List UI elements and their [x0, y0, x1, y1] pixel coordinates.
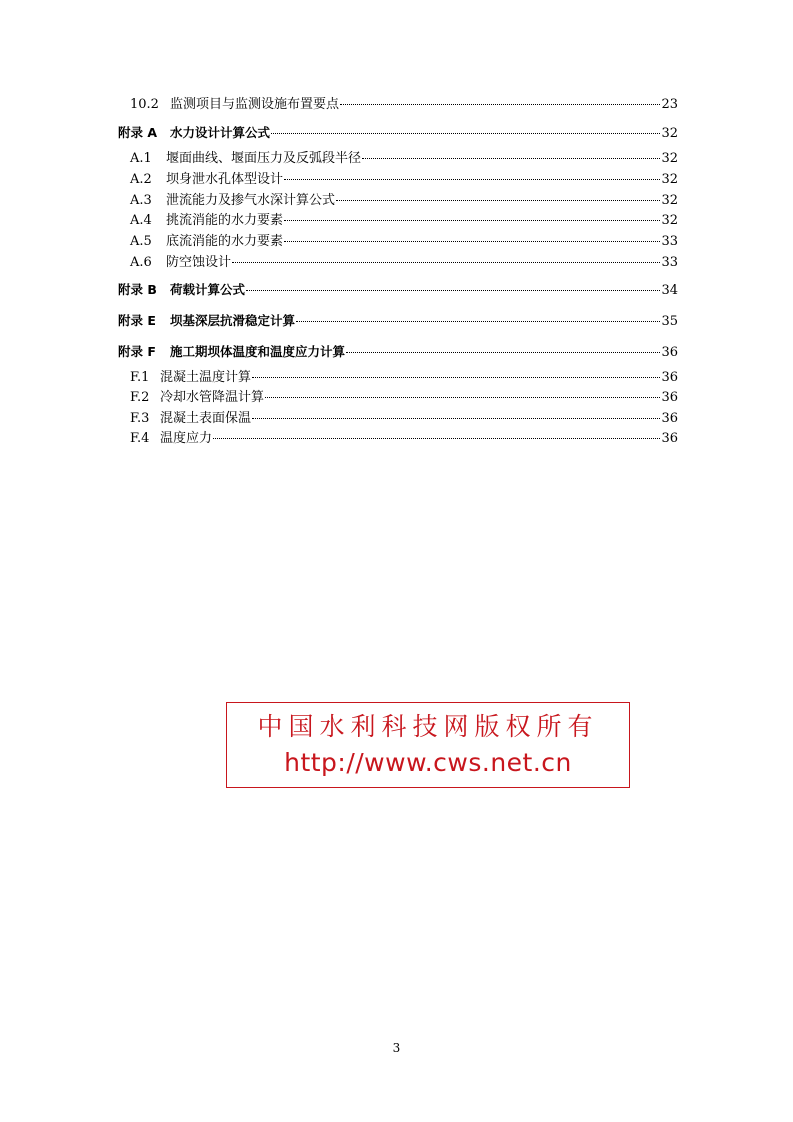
- toc-entry-page: 33: [661, 255, 678, 270]
- toc-entry-number: A.6: [130, 255, 152, 270]
- dot-leader: [362, 158, 660, 159]
- toc-entry-page: 35: [661, 314, 678, 329]
- toc-entry-number: 附录 A: [118, 125, 158, 140]
- toc-entry-10-2[interactable]: [118, 97, 678, 113]
- toc-entry-page: 32: [661, 213, 678, 228]
- toc-entry-title: 荷载计算公式: [170, 282, 246, 297]
- toc-entry-number: A.1: [130, 151, 152, 166]
- toc-entry-title: 挑流消能的水力要素: [166, 213, 284, 228]
- page-number: 3: [392, 1041, 401, 1055]
- toc-entry-number: F.2: [130, 390, 150, 405]
- toc-entry-appendix-b[interactable]: [118, 282, 678, 299]
- dot-leader: [284, 220, 660, 221]
- toc-entry-title: 混凝土表面保温: [160, 411, 252, 426]
- toc-entry-title: 堰面曲线、堰面压力及反弧段半径: [166, 151, 362, 166]
- toc-entry-number: A.5: [130, 234, 152, 249]
- dot-leader: [246, 290, 660, 291]
- toc-entry-page: 32: [661, 126, 678, 141]
- toc-entry-title: 冷却水管降温计算: [160, 390, 265, 405]
- toc-entry-title: 水力设计计算公式: [170, 125, 271, 140]
- toc-entry-a5[interactable]: [118, 234, 678, 250]
- toc-entry-title: 坝基深层抗滑稳定计算: [170, 313, 296, 328]
- toc-entry-number: F.3: [130, 411, 150, 426]
- dot-leader: [232, 262, 660, 263]
- watermark-copyright-text: 中国水利科技网版权所有: [257, 712, 599, 741]
- dot-leader: [252, 418, 660, 419]
- toc-entry-title: 防空蚀设计: [166, 255, 232, 270]
- dot-leader: [271, 133, 660, 134]
- toc-entry-number: 附录 E: [118, 313, 156, 328]
- copyright-watermark: [226, 702, 630, 788]
- toc-entry-number: A.3: [130, 193, 152, 208]
- toc-entry-page: 32: [661, 193, 678, 208]
- toc-entry-a2[interactable]: [118, 172, 678, 188]
- toc-entry-number: A.4: [130, 213, 152, 228]
- dot-leader: [284, 179, 660, 180]
- toc-entry-title: 施工期坝体温度和温度应力计算: [170, 344, 346, 359]
- toc-entry-title: 监测项目与监测设施布置要点: [170, 97, 340, 112]
- dot-leader: [336, 200, 660, 201]
- toc-entry-page: 32: [661, 172, 678, 187]
- dot-leader: [296, 321, 660, 322]
- toc-entry-page: 34: [661, 283, 678, 298]
- toc-entry-a1[interactable]: [118, 151, 678, 167]
- toc-entry-page: 36: [661, 431, 678, 446]
- toc-entry-number: 附录 B: [118, 282, 157, 297]
- toc-entry-appendix-f[interactable]: [118, 344, 678, 361]
- toc-entry-page: 23: [661, 97, 678, 112]
- toc-entry-f2[interactable]: [118, 390, 678, 406]
- dot-leader: [252, 377, 660, 378]
- watermark-url: http://www.cws.net.cn: [284, 748, 572, 777]
- toc-entry-number: F.4: [130, 431, 150, 446]
- toc-entry-page: 36: [661, 390, 678, 405]
- toc-entry-f1[interactable]: [118, 370, 678, 386]
- toc-entry-f3[interactable]: [118, 411, 678, 427]
- toc-entry-appendix-e[interactable]: [118, 313, 678, 330]
- toc-entry-a3[interactable]: [118, 193, 678, 209]
- toc-entry-page: 36: [661, 345, 678, 360]
- toc-entry-page: 33: [661, 234, 678, 249]
- toc-entry-number: A.2: [130, 172, 152, 187]
- toc-entry-appendix-a[interactable]: [118, 125, 678, 142]
- toc-entry-f4[interactable]: [118, 431, 678, 447]
- dot-leader: [346, 352, 660, 353]
- toc-entry-a4[interactable]: [118, 213, 678, 229]
- toc-entry-title: 泄流能力及掺气水深计算公式: [166, 193, 336, 208]
- dot-leader: [265, 397, 660, 398]
- toc-entry-page: 36: [661, 411, 678, 426]
- toc-entry-number: F.1: [130, 370, 150, 385]
- toc-entry-title: 温度应力: [160, 431, 213, 446]
- toc-entry-page: 36: [661, 370, 678, 385]
- dot-leader: [213, 438, 660, 439]
- toc-entry-title: 底流消能的水力要素: [166, 234, 284, 249]
- dot-leader: [340, 104, 660, 105]
- toc-entry-number: 10.2: [130, 97, 159, 112]
- toc-entry-number: 附录 F: [118, 344, 156, 359]
- toc-entry-page: 32: [661, 151, 678, 166]
- toc-entry-a6[interactable]: [118, 255, 678, 271]
- toc-entry-title: 坝身泄水孔体型设计: [166, 172, 284, 187]
- dot-leader: [284, 241, 660, 242]
- toc-entry-title: 混凝土温度计算: [160, 370, 252, 385]
